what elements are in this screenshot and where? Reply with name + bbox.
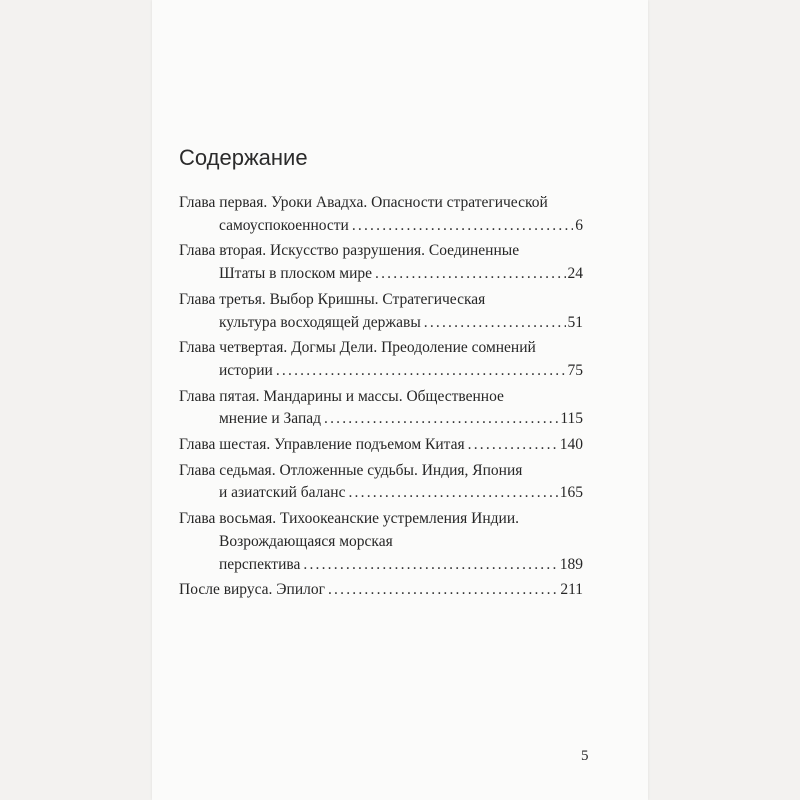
toc-entry-line: Глава вторая. Искусство разрушения. Соединенные <box>179 242 520 260</box>
page-number: 5 <box>581 748 589 764</box>
toc-entry-line: Глава третья. Выбор Кришны. Стратегическая <box>179 290 486 308</box>
toc-entry <box>179 460 583 505</box>
toc-entry-line: Штаты в плоском мире <box>219 265 372 283</box>
toc-entry-line: Глава четвертая. Догмы Дели. Преодоление сомнений <box>179 339 536 357</box>
toc-page-number: 51 <box>567 313 583 331</box>
toc-entry <box>179 386 583 431</box>
toc-entry-line: Глава пятая. Мандарины и массы. Общественное <box>179 387 504 405</box>
toc-entry-line: Глава первая. Уроки Авадха. Опасности стратегической <box>179 194 548 211</box>
toc-entry <box>179 289 583 334</box>
dot-leader <box>468 434 558 457</box>
toc-entry-last-line <box>179 360 583 383</box>
toc-page-number: 115 <box>560 410 583 428</box>
toc-page-number: 140 <box>559 436 583 454</box>
toc-entry-line: перспектива <box>219 555 301 573</box>
toc-entry-line: Возрождающаяся морская <box>219 532 393 550</box>
toc-entry <box>179 240 583 285</box>
toc-entry-last-line <box>179 434 583 457</box>
toc-page-number: 75 <box>567 361 583 379</box>
toc-entry <box>179 579 583 602</box>
toc-entry <box>179 434 583 457</box>
toc-entry-last-line <box>179 482 583 505</box>
toc-entry-last-line <box>179 215 583 238</box>
toc-entry-last-line <box>179 263 583 286</box>
toc-entry-line: истории <box>219 361 273 379</box>
toc-entry-line: Глава восьмая. Тихоокеанские устремления Индии. <box>179 510 520 528</box>
dot-leader <box>352 215 573 238</box>
toc-entry-line: самоуспокоенности <box>219 216 349 234</box>
toc-entry-line: Глава шестая. Управление подъемом Китая <box>179 436 465 454</box>
dot-leader <box>375 263 566 286</box>
toc-entry-line: мнение и Запад <box>219 410 321 428</box>
toc-entry-line: и азиатский баланс <box>219 484 346 502</box>
dot-leader <box>324 408 558 431</box>
dot-leader <box>276 360 566 383</box>
dot-leader <box>328 579 558 602</box>
toc-entry-last-line <box>179 408 583 431</box>
page-title: Содержание <box>179 145 308 170</box>
toc-entry-last-line <box>179 312 583 335</box>
toc-page-number: 6 <box>575 216 583 234</box>
dot-leader <box>303 554 557 577</box>
toc-entry-line: культура восходящей державы <box>219 313 421 331</box>
toc-page-number: 24 <box>567 265 583 283</box>
toc-page-number: 165 <box>559 484 583 502</box>
toc-entry-last-line <box>179 579 583 602</box>
toc-entry-line: Глава седьмая. Отложенные судьбы. Индия, Япония <box>179 461 523 479</box>
toc-entry <box>179 337 583 382</box>
toc-entry-last-line <box>179 554 583 577</box>
toc-page-number: 189 <box>559 555 583 573</box>
toc-page-number: 211 <box>560 581 583 599</box>
dot-leader <box>424 312 566 335</box>
toc-entry <box>179 192 583 237</box>
toc-entry <box>179 508 583 576</box>
toc-entry-line: После вируса. Эпилог <box>179 581 325 599</box>
dot-leader <box>348 482 557 505</box>
table-of-contents <box>179 192 583 605</box>
